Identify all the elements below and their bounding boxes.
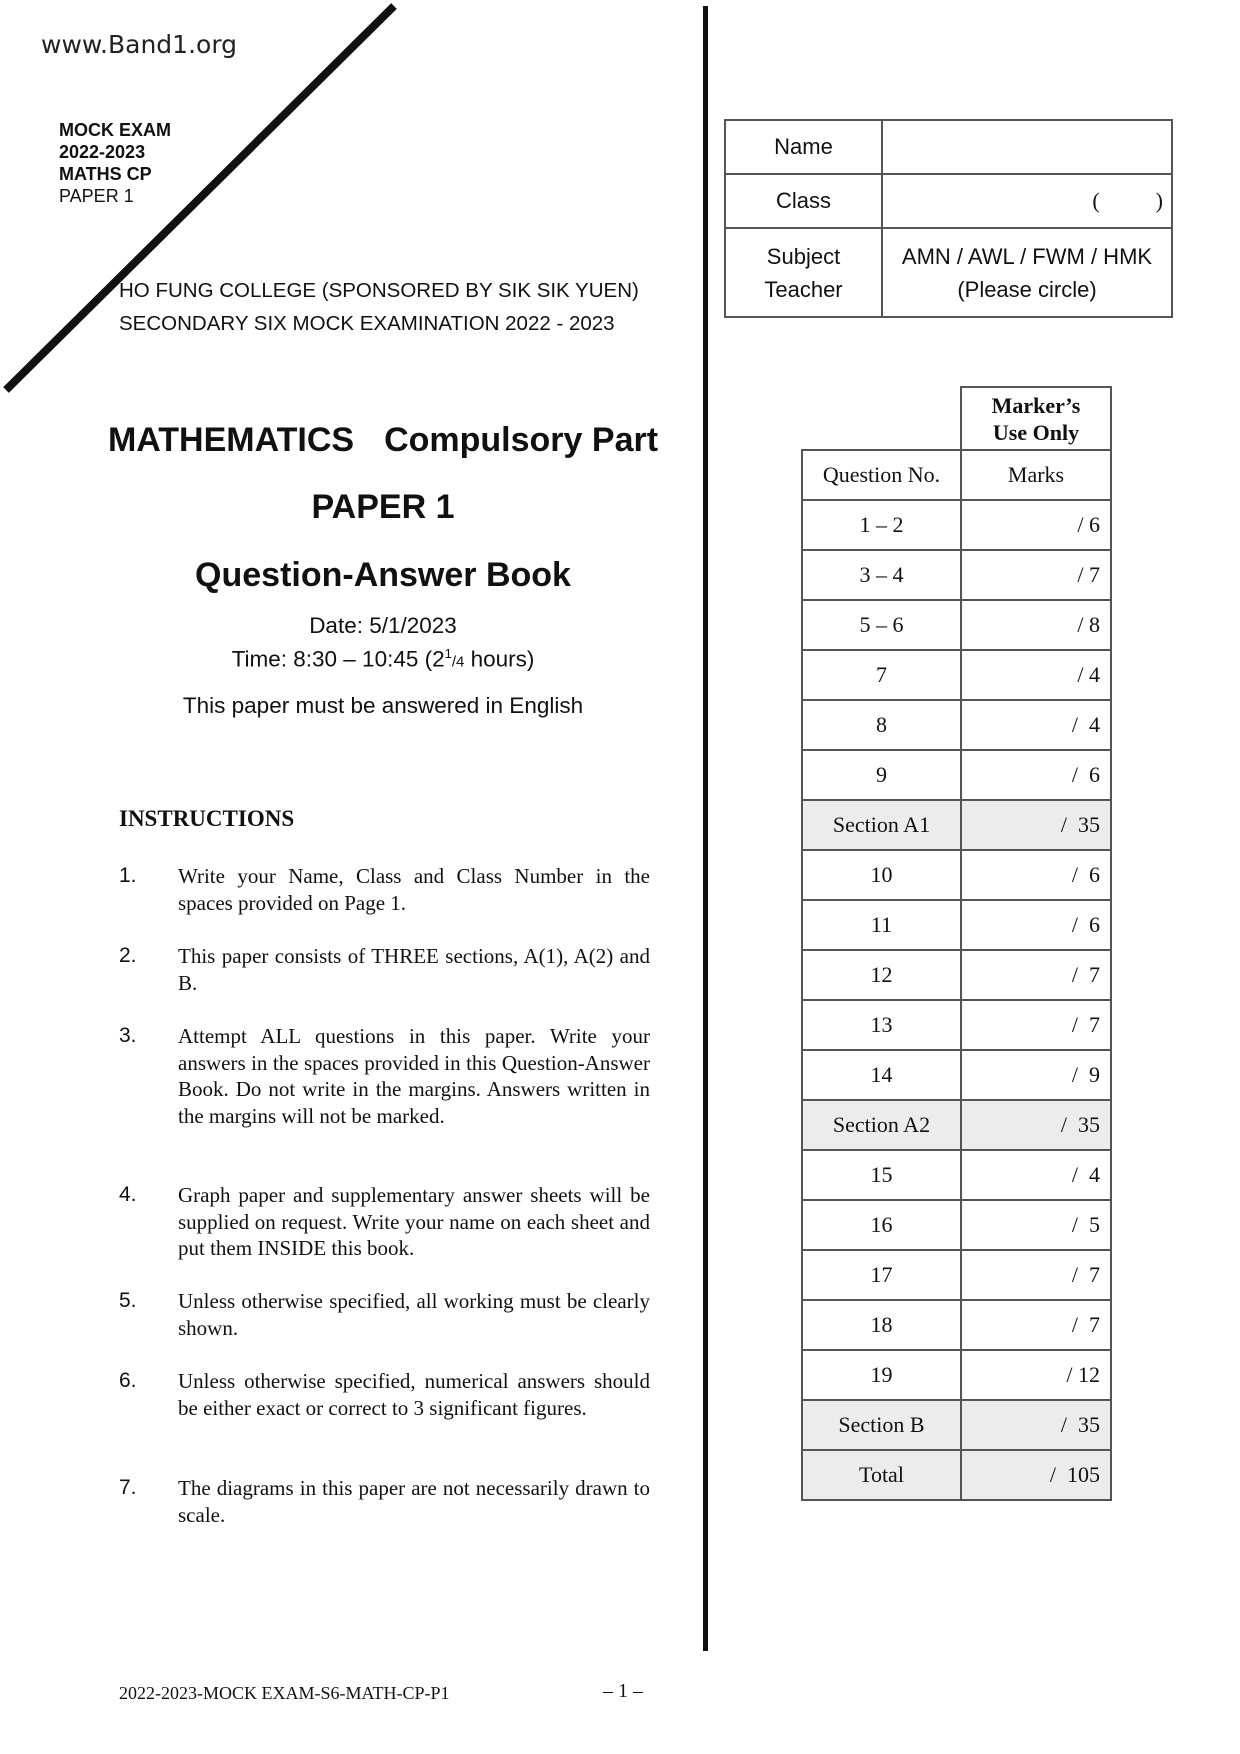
class-field[interactable] [882, 174, 1172, 228]
item-text: Unless otherwise specified, all working must be clearly shown. [178, 1289, 650, 1340]
item-text: The diagrams in this paper are not necessarily drawn to scale. [178, 1476, 650, 1527]
page-divider [703, 6, 708, 1651]
marks-cell[interactable]: / 7 [961, 950, 1111, 1000]
book-title: Question-Answer Book [195, 556, 571, 594]
question-number: 13 [802, 1000, 961, 1050]
item-number: 4. [119, 1183, 137, 1206]
time-suffix: hours) [464, 646, 535, 672]
time-frac-den: /4 [451, 653, 465, 671]
instruction-item [119, 1182, 650, 1262]
marks-row [802, 1250, 1111, 1300]
item-text: This paper consists of THREE sections, A(1), A(2) and B. [178, 944, 650, 995]
teacher-label-2: Teacher [764, 276, 843, 302]
question-number: 5 – 6 [802, 600, 961, 650]
exam-name: SECONDARY SIX MOCK EXAMINATION 2022 - 2023 [119, 312, 615, 335]
marks-cell[interactable]: / 12 [961, 1350, 1111, 1400]
marks-row [802, 950, 1111, 1000]
code-line-2: 2022-2023 [59, 142, 146, 162]
marks-row [802, 800, 1111, 850]
marks-row [802, 700, 1111, 750]
question-number: 1 – 2 [802, 500, 961, 550]
code-line-3: MATHS CP [59, 164, 152, 184]
marks-cell[interactable]: / 7 [961, 1300, 1111, 1350]
instruction-item [119, 943, 650, 996]
marks-cell[interactable]: / 4 [961, 650, 1111, 700]
item-number: 7. [119, 1476, 137, 1499]
code-line-1: MOCK EXAM [59, 120, 171, 140]
question-number: Section A2 [802, 1100, 961, 1150]
footer-code: 2022-2023-MOCK EXAM-S6-MATH-CP-P1 [119, 1683, 450, 1703]
class-label: Class [725, 174, 882, 228]
marks-cell[interactable]: / 35 [961, 1100, 1111, 1150]
col-marks-header: Marks [961, 450, 1111, 500]
marks-row [802, 1200, 1111, 1250]
marks-row [802, 600, 1111, 650]
instruction-item [119, 1023, 650, 1129]
marks-cell[interactable]: / 7 [961, 1250, 1111, 1300]
item-number: 5. [119, 1289, 137, 1312]
subject-title [0, 421, 766, 460]
marks-row [802, 500, 1111, 550]
language-note: This paper must be answered in English [182, 693, 584, 718]
marks-table [801, 386, 1112, 1501]
marks-row [802, 1050, 1111, 1100]
question-number: 8 [802, 700, 961, 750]
marks-row [802, 1100, 1111, 1150]
marks-row [802, 1350, 1111, 1400]
question-number: 15 [802, 1150, 961, 1200]
question-number: 7 [802, 650, 961, 700]
paper-title: PAPER 1 [311, 488, 455, 526]
marks-cell[interactable]: / 6 [961, 900, 1111, 950]
marks-cell[interactable]: / 6 [961, 500, 1111, 550]
marks-cell[interactable]: / 5 [961, 1200, 1111, 1250]
col-question-header: Question No. [802, 450, 961, 500]
marker-header-2: Use Only [992, 419, 1080, 445]
name-label: Name [725, 120, 882, 174]
exam-date: Date: 5/1/2023 [309, 613, 457, 638]
school-name: HO FUNG COLLEGE (SPONSORED BY SIK SIK YUEN) [119, 279, 639, 302]
marks-cell[interactable]: / 7 [961, 550, 1111, 600]
marker-header [961, 387, 1111, 450]
marks-row [802, 650, 1111, 700]
marks-row [802, 750, 1111, 800]
class-number-close: ) [1155, 188, 1163, 213]
marks-row [802, 550, 1111, 600]
item-text: Write your Name, Class and Class Number in the spaces provided on Page 1. [178, 864, 650, 915]
question-number: 16 [802, 1200, 961, 1250]
question-number: 18 [802, 1300, 961, 1350]
item-text: Unless otherwise specified, numerical answers should be either exact or correct to 3 significant figures. [178, 1369, 650, 1420]
class-number-open: ( [1092, 188, 1100, 213]
teacher-label [725, 228, 882, 317]
question-number: 10 [802, 850, 961, 900]
question-number: Total [802, 1450, 961, 1500]
item-text: Graph paper and supplementary answer sheets will be supplied on request. Write your name on each sheet and put them INSIDE this book. [178, 1183, 650, 1260]
instruction-item [119, 1475, 650, 1528]
marks-row [802, 1000, 1111, 1050]
question-number: Section A1 [802, 800, 961, 850]
marks-row [802, 900, 1111, 950]
blank-corner [802, 387, 961, 450]
name-field[interactable] [882, 120, 1172, 174]
teacher-options[interactable]: AMN / AWL / FWM / HMK [901, 243, 1153, 269]
marks-row [802, 1150, 1111, 1200]
item-number: 6. [119, 1369, 137, 1392]
question-number: 17 [802, 1250, 961, 1300]
question-number: 11 [802, 900, 961, 950]
marks-cell[interactable]: / 4 [961, 700, 1111, 750]
question-number: 12 [802, 950, 961, 1000]
instructions-heading: INSTRUCTIONS [119, 806, 295, 831]
instruction-item [119, 1288, 650, 1341]
question-number: 3 – 4 [802, 550, 961, 600]
time-frac-num: 1 [444, 646, 452, 661]
marks-row [802, 1400, 1111, 1450]
marks-cell[interactable]: / 9 [961, 1050, 1111, 1100]
teacher-label-1: Subject [766, 243, 841, 269]
watermark: www.Band1.org [41, 30, 238, 59]
exam-time [0, 646, 766, 673]
marker-header-1: Marker’s [991, 392, 1081, 418]
exam-code-block [59, 119, 171, 207]
question-number: Section B [802, 1400, 961, 1450]
marks-cell[interactable]: / 6 [961, 750, 1111, 800]
marks-cell[interactable]: / 35 [961, 1400, 1111, 1450]
item-number: 3. [119, 1024, 137, 1047]
question-number: 9 [802, 750, 961, 800]
question-number: 19 [802, 1350, 961, 1400]
part: Compulsory Part [384, 421, 659, 459]
marks-row [802, 1300, 1111, 1350]
marks-cell[interactable]: / 4 [961, 1150, 1111, 1200]
teacher-hint: (Please circle) [957, 276, 1097, 302]
page-number: – 1 – [603, 1680, 643, 1702]
student-info-table [724, 119, 1173, 318]
item-number: 1. [119, 864, 137, 887]
instruction-item [119, 863, 650, 916]
question-number: 14 [802, 1050, 961, 1100]
marks-cell[interactable]: / 7 [961, 1000, 1111, 1050]
teacher-field[interactable] [882, 228, 1172, 317]
code-line-4: PAPER 1 [59, 186, 134, 206]
item-number: 2. [119, 944, 137, 967]
marks-row [802, 1450, 1111, 1500]
marks-cell[interactable]: / 105 [961, 1450, 1111, 1500]
time-text: Time: 8:30 – 10:45 (2 [231, 646, 445, 672]
marks-row [802, 850, 1111, 900]
marks-cell[interactable]: / 6 [961, 850, 1111, 900]
subject: MATHEMATICS [107, 421, 355, 459]
instruction-item [119, 1368, 650, 1421]
marks-cell[interactable]: / 35 [961, 800, 1111, 850]
marks-cell[interactable]: / 8 [961, 600, 1111, 650]
item-text: Attempt ALL questions in this paper. Write your answers in the spaces provided in this Question-Answer Book. Do not write in the margins. Answers written in the margins will not be marked. [178, 1024, 650, 1128]
